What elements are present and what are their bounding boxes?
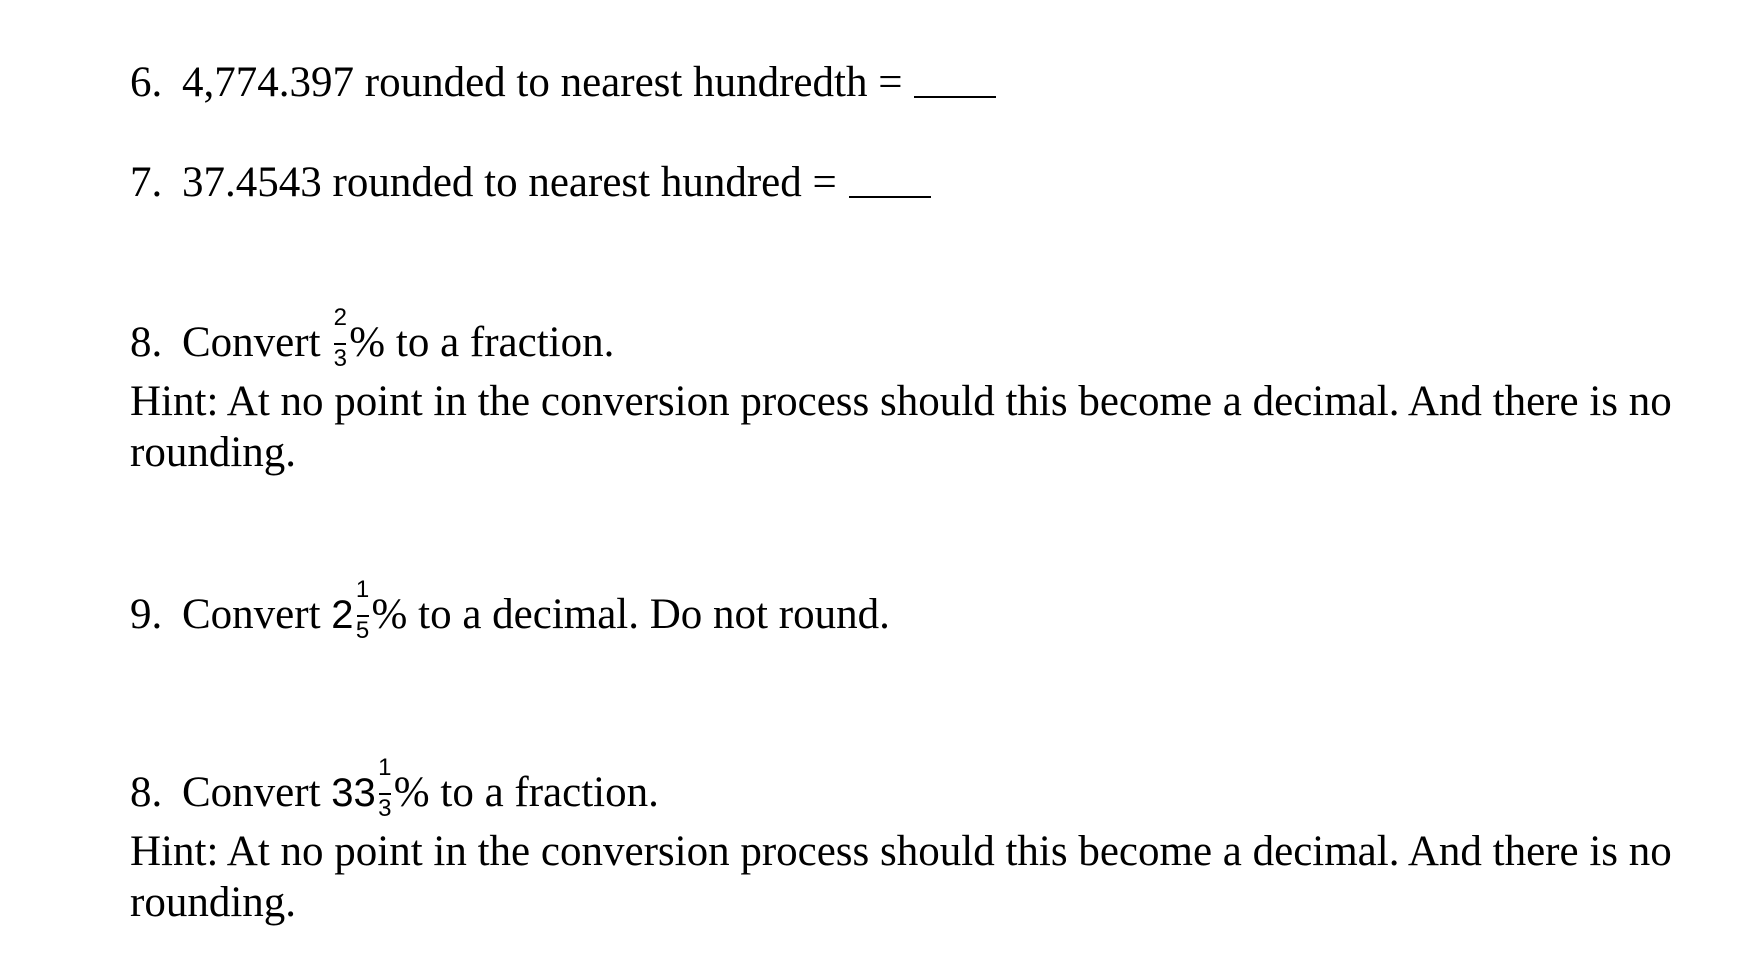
problem-7: [130, 158, 931, 208]
problem-number: 7.: [130, 159, 163, 206]
percent-sign: %: [371, 591, 419, 638]
problem-tail: to a fraction.: [440, 769, 659, 816]
problem-hint: Hint: At no point in the conversion process should this become a decimal. And there is no rounding.: [130, 378, 1672, 476]
problem-8-fraction-two-thirds: [130, 304, 615, 372]
problem-9: [130, 576, 890, 644]
problem-lead: Convert: [182, 319, 321, 366]
problem-number: 6.: [130, 59, 163, 106]
problem-8-mixed-number: [130, 754, 659, 822]
problem-tail: to a fraction.: [395, 319, 615, 366]
fraction-denominator: 5: [355, 617, 370, 644]
fraction: [331, 304, 349, 372]
answer-blank[interactable]: [849, 194, 931, 198]
fraction: [354, 576, 372, 644]
mixed-number-whole: 2: [331, 593, 354, 637]
problem-text: 37.4543 rounded to nearest hundred =: [182, 159, 837, 206]
fraction: [376, 754, 394, 822]
fraction-denominator: 3: [378, 795, 392, 822]
problem-6: [130, 58, 996, 108]
percent-sign: %: [349, 319, 396, 366]
problem-lead: Convert: [182, 591, 321, 638]
problem-number: 9.: [130, 591, 163, 638]
fraction-numerator: 2: [333, 304, 347, 331]
problem-lead: Convert: [182, 769, 321, 816]
fraction-denominator: 3: [333, 345, 347, 372]
percent-sign: %: [393, 769, 441, 816]
problem-tail: to a decimal. Do not round.: [418, 591, 890, 638]
problem-number: 8.: [130, 319, 163, 366]
problem-hint: Hint: At no point in the conversion process should this become a decimal. And there is no rounding.: [130, 828, 1672, 926]
answer-blank[interactable]: [914, 94, 996, 98]
fraction-numerator: 1: [355, 576, 370, 603]
fraction-numerator: 1: [378, 754, 392, 781]
mixed-number-whole: 33: [331, 771, 376, 815]
problem-text: 4,774.397 rounded to nearest hundredth =: [182, 59, 903, 106]
problem-number: 8.: [130, 769, 163, 816]
